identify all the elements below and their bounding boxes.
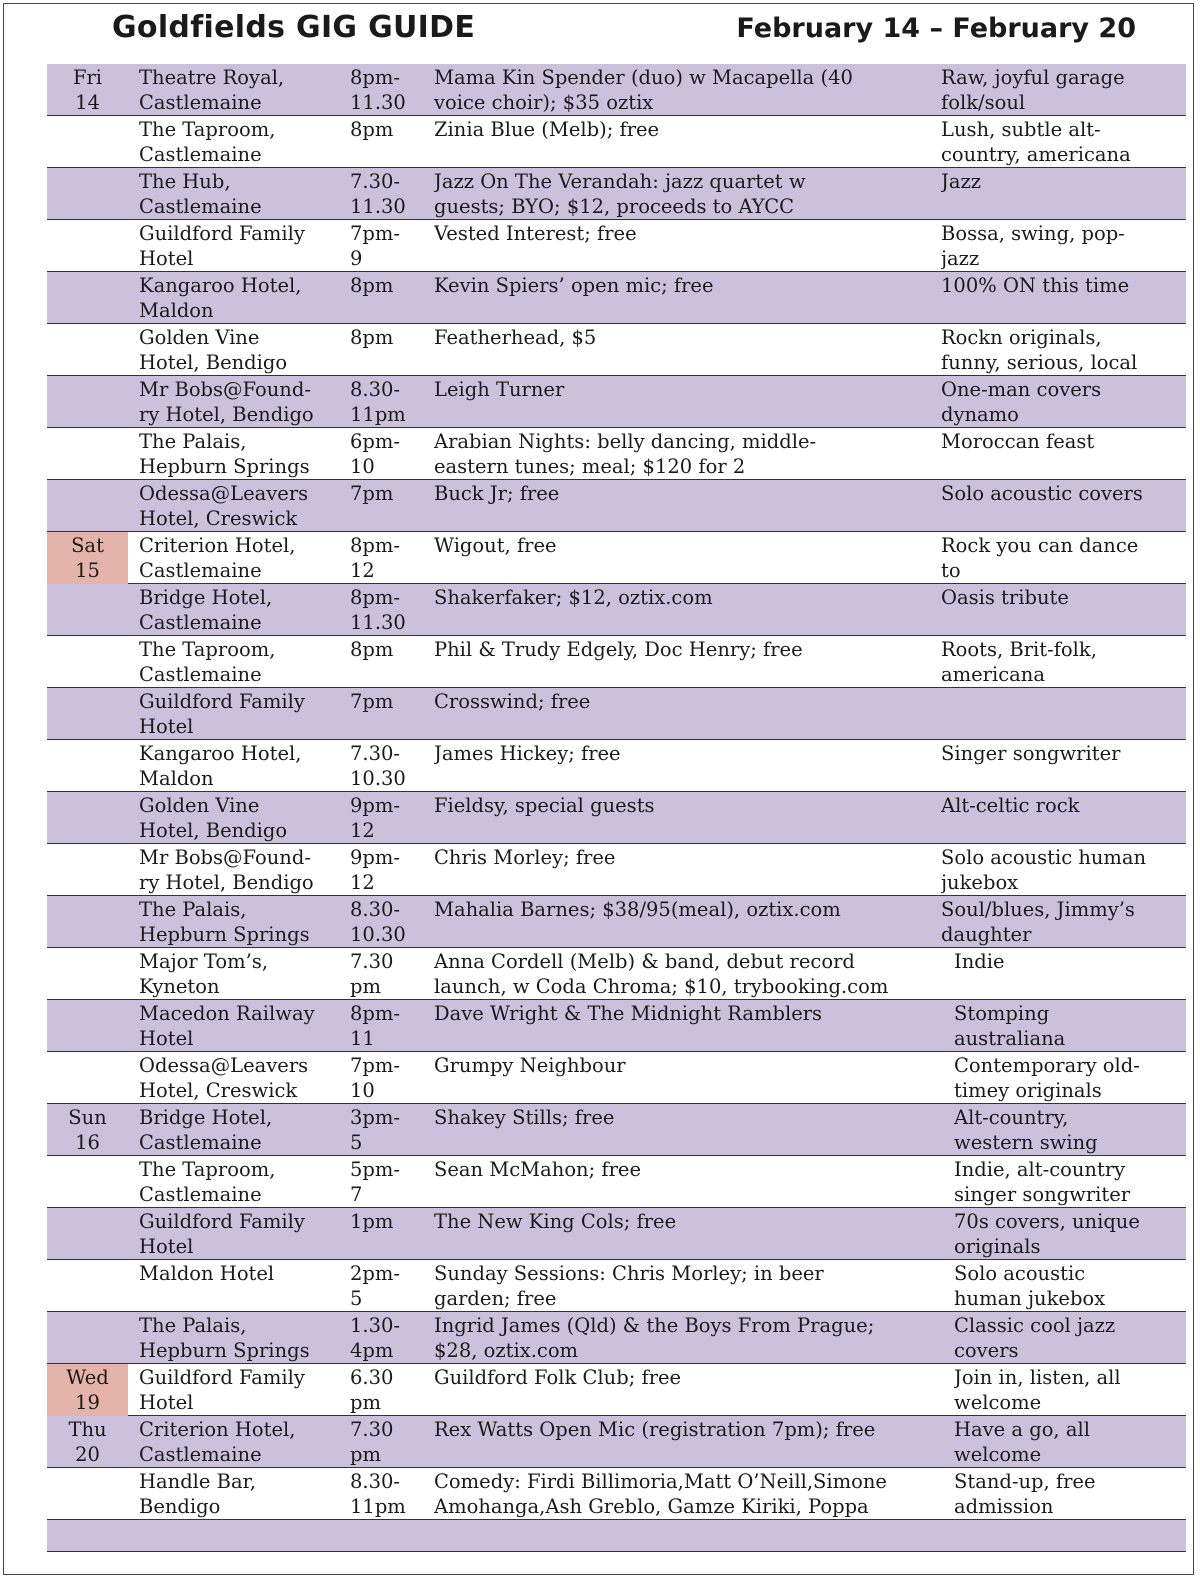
time-cell: 7pm- 9 [350, 222, 400, 270]
day-cell: Sun 16 [68, 1106, 107, 1154]
day-cell [47, 844, 128, 896]
genre-cell: Indie [954, 950, 1005, 973]
venue-cell [139, 1520, 347, 1552]
genre-cell: Lush, subtle alt- country, americana [941, 118, 1131, 166]
venue-cell: Odessa@Leavers Hotel, Creswick [139, 1054, 309, 1102]
table-row [47, 324, 1186, 376]
genre-cell: Oasis tribute [941, 586, 1069, 609]
table-row [47, 1156, 1186, 1208]
genre-cell: Indie, alt-country singer songwriter [954, 1158, 1131, 1206]
day-cell [47, 480, 128, 532]
table-row [47, 740, 1186, 792]
day-cell [47, 1208, 128, 1260]
time-cell: 7.30- 10.30 [350, 742, 406, 790]
act-cell: Ingrid James (Qld) & the Boys From Prague; $28, oztix.com [434, 1314, 875, 1362]
table-row [47, 948, 1186, 1000]
time-cell: 7pm- 10 [350, 1054, 400, 1102]
day-cell [47, 168, 128, 220]
genre-cell: Rock you can dance to [941, 534, 1139, 582]
time-cell: 7.30- 11.30 [350, 170, 406, 218]
table-row [47, 844, 1186, 896]
table-row [47, 64, 1186, 116]
table-row [47, 636, 1186, 688]
page-header [0, 10, 1200, 54]
time-cell: 7pm [350, 690, 394, 713]
time-cell: 1.30- 4pm [350, 1314, 401, 1362]
table-row [47, 896, 1186, 948]
time-cell: 7.30 pm [350, 1418, 394, 1466]
genre-cell: Contemporary old- timey originals [954, 1054, 1140, 1102]
genre-cell: Singer songwriter [941, 742, 1121, 765]
venue-cell: Guildford Family Hotel [139, 1210, 305, 1258]
act-cell: Jazz On The Verandah: jazz quartet w guests; BYO; $12, proceeds to AYCC [434, 170, 806, 218]
genre-cell: Stand-up, free admission [954, 1470, 1096, 1518]
time-cell: 8.30- 10.30 [350, 898, 406, 946]
day-cell [47, 428, 128, 480]
act-cell: Shakey Stills; free [434, 1106, 615, 1129]
genre-cell: Solo acoustic covers [941, 482, 1143, 505]
genre-cell: Moroccan feast [941, 430, 1095, 453]
venue-cell: Maldon Hotel [139, 1262, 275, 1285]
day-cell [47, 1052, 128, 1104]
table-row [47, 1208, 1186, 1260]
table-row [47, 1260, 1186, 1312]
time-cell: 5pm- 7 [350, 1158, 400, 1206]
act-cell: Mahalia Barnes; $38/95(meal), oztix.com [434, 898, 841, 921]
time-cell: 6.30 pm [350, 1366, 394, 1414]
act-cell: Rex Watts Open Mic (registration 7pm); free [434, 1418, 876, 1441]
genre-cell: One-man covers dynamo [941, 378, 1102, 426]
table-row [47, 1468, 1186, 1520]
time-cell: 8.30- 11pm [350, 1470, 406, 1518]
time-cell: 8pm- 11.30 [350, 66, 406, 114]
time-cell: 8pm [350, 118, 394, 141]
act-cell: Sean McMahon; free [434, 1158, 642, 1181]
table-row [47, 1520, 1186, 1552]
time-cell: 2pm- 5 [350, 1262, 400, 1310]
table-row [47, 584, 1186, 636]
genre-cell: Soul/blues, Jimmy’s daughter [941, 898, 1135, 946]
venue-cell: The Taproom, Castlemaine [139, 1158, 276, 1206]
venue-cell: The Palais, Hepburn Springs [139, 898, 310, 946]
genre-cell: Classic cool jazz covers [954, 1314, 1116, 1362]
genre-cell: Raw, joyful garage folk/soul [941, 66, 1125, 114]
table-row [47, 1364, 1186, 1416]
venue-cell: The Palais, Hepburn Springs [139, 1314, 310, 1362]
time-cell: 8.30- 11pm [350, 378, 406, 426]
table-row [47, 792, 1186, 844]
act-cell: Shakerfaker; $12, oztix.com [434, 586, 713, 609]
time-cell: 8pm [350, 274, 394, 297]
genre-cell: Join in, listen, all welcome [954, 1366, 1121, 1414]
day-cell [47, 636, 128, 688]
time-cell: 1pm [350, 1210, 394, 1233]
genre-cell: Bossa, swing, pop- jazz [941, 222, 1125, 270]
day-cell [47, 1156, 128, 1208]
act-cell: Anna Cordell (Melb) & band, debut record launch, w Coda Chroma; $10, trybooking.com [434, 950, 889, 998]
table-row [47, 480, 1186, 532]
time-cell: 8pm [350, 326, 394, 349]
venue-cell: Guildford Family Hotel [139, 222, 305, 270]
genre-cell: Rockn originals, funny, serious, local [941, 326, 1138, 374]
venue-cell: Guildford Family Hotel [139, 690, 305, 738]
act-cell: Vested Interest; free [434, 222, 637, 245]
act-cell: Comedy: Firdi Billimoria,Matt O’Neill,Simone Amohanga,Ash Greblo, Gamze Kiriki, Poppa [434, 1470, 887, 1518]
table-row [47, 376, 1186, 428]
table-row [47, 1312, 1186, 1364]
genre-cell: Alt-celtic rock [941, 794, 1080, 817]
time-cell [350, 1520, 430, 1552]
venue-cell: Kangaroo Hotel, Maldon [139, 274, 302, 322]
genre-cell [941, 688, 1186, 740]
venue-cell: The Taproom, Castlemaine [139, 638, 276, 686]
day-cell [47, 896, 128, 948]
act-cell: Sunday Sessions: Chris Morley; in beer garden; free [434, 1262, 824, 1310]
venue-cell: Criterion Hotel, Castlemaine [139, 534, 296, 582]
date-range: February 14 – February 20 [736, 13, 1136, 44]
table-row [47, 1052, 1186, 1104]
time-cell: 8pm- 11.30 [350, 586, 406, 634]
table-row [47, 1416, 1186, 1468]
venue-cell: Mr Bobs@Found- ry Hotel, Bendigo [139, 846, 314, 894]
time-cell: 7pm [350, 482, 394, 505]
day-cell [47, 948, 128, 1000]
genre-cell: Solo acoustic human jukebox [941, 846, 1147, 894]
venue-cell: The Taproom, Castlemaine [139, 118, 276, 166]
venue-cell: Guildford Family Hotel [139, 1366, 305, 1414]
table-row [47, 688, 1186, 740]
genre-cell: 100% ON this time [941, 274, 1130, 297]
venue-cell: Macedon Railway Hotel [139, 1002, 315, 1050]
venue-cell: Bridge Hotel, Castlemaine [139, 1106, 273, 1154]
act-cell: James Hickey; free [434, 742, 621, 765]
day-cell: Fri 14 [72, 66, 103, 114]
day-cell: Sat 15 [47, 532, 128, 584]
act-cell: Guildford Folk Club; free [434, 1366, 682, 1389]
table-row [47, 168, 1186, 220]
day-cell [47, 740, 128, 792]
table-row [47, 272, 1186, 324]
genre-cell: Jazz [941, 170, 981, 193]
table-row [47, 220, 1186, 272]
day-cell [47, 220, 128, 272]
act-cell: Arabian Nights: belly dancing, middle- eastern tunes; meal; $120 for 2 [434, 430, 817, 478]
time-cell: 7.30 pm [350, 950, 394, 998]
day-cell [47, 1520, 128, 1552]
genre-cell: Stomping australiana [954, 1002, 1066, 1050]
day-cell [47, 792, 128, 844]
gig-table [47, 64, 1186, 1552]
venue-cell: Bridge Hotel, Castlemaine [139, 586, 273, 634]
time-cell: 9pm- 12 [350, 846, 400, 894]
page-title: Goldfields GIG GUIDE [112, 10, 476, 45]
venue-cell: Odessa@Leavers Hotel, Creswick [139, 482, 309, 530]
day-cell [47, 1000, 128, 1052]
time-cell: 6pm- 10 [350, 430, 400, 478]
act-cell: Grumpy Neighbour [434, 1054, 626, 1077]
venue-cell: The Hub, Castlemaine [139, 170, 262, 218]
time-cell: 8pm- 12 [350, 534, 400, 582]
venue-cell: Kangaroo Hotel, Maldon [139, 742, 302, 790]
act-cell: Leigh Turner [434, 378, 565, 401]
genre-cell: Have a go, all welcome [954, 1418, 1090, 1466]
table-row [47, 1000, 1186, 1052]
venue-cell: Golden Vine Hotel, Bendigo [139, 794, 288, 842]
genre-cell: 70s covers, unique originals [954, 1210, 1140, 1258]
venue-cell: Theatre Royal, Castlemaine [139, 66, 285, 114]
venue-cell: Criterion Hotel, Castlemaine [139, 1418, 296, 1466]
act-cell: Phil & Trudy Edgely, Doc Henry; free [434, 638, 803, 661]
day-cell [47, 688, 128, 740]
venue-cell: Major Tom’s, Kyneton [139, 950, 269, 998]
act-cell: Fieldsy, special guests [434, 794, 655, 817]
venue-cell: The Palais, Hepburn Springs [139, 430, 310, 478]
time-cell: 9pm- 12 [350, 794, 400, 842]
day-cell [47, 1468, 128, 1520]
act-cell: Dave Wright & The Midnight Ramblers [434, 1002, 823, 1025]
table-row [47, 428, 1186, 480]
day-cell [47, 1260, 128, 1312]
day-cell [47, 272, 128, 324]
day-cell: Wed 19 [47, 1364, 128, 1416]
act-cell: Chris Morley; free [434, 846, 616, 869]
day-cell: Thu 20 [68, 1418, 107, 1466]
act-cell: Zinia Blue (Melb); free [434, 118, 660, 141]
day-cell [47, 584, 128, 636]
act-cell: Featherhead, $5 [434, 326, 597, 349]
table-row [47, 116, 1186, 168]
day-cell [47, 324, 128, 376]
act-cell: Kevin Spiers’ open mic; free [434, 274, 714, 297]
act-cell: Mama Kin Spender (duo) w Macapella (40 voice choir); $35 oztix [434, 66, 853, 114]
act-cell [434, 1520, 954, 1552]
venue-cell: Handle Bar, Bendigo [139, 1470, 256, 1518]
act-cell: The New King Cols; free [434, 1210, 677, 1233]
genre-cell [954, 1520, 1186, 1552]
genre-cell: Solo acoustic human jukebox [954, 1262, 1106, 1310]
venue-cell: Golden Vine Hotel, Bendigo [139, 326, 288, 374]
table-row [47, 532, 1186, 584]
genre-cell: Alt-country, western swing [954, 1106, 1098, 1154]
time-cell: 8pm [350, 638, 394, 661]
venue-cell: Mr Bobs@Found- ry Hotel, Bendigo [139, 378, 314, 426]
day-cell [47, 116, 128, 168]
act-cell: Crosswind; free [434, 690, 591, 713]
day-cell [47, 376, 128, 428]
day-cell [47, 1312, 128, 1364]
act-cell: Wigout, free [434, 534, 557, 557]
act-cell: Buck Jr; free [434, 482, 560, 505]
table-row [47, 1104, 1186, 1156]
time-cell: 8pm- 11 [350, 1002, 400, 1050]
time-cell: 3pm- 5 [350, 1106, 400, 1154]
genre-cell: Roots, Brit-folk, americana [941, 638, 1097, 686]
